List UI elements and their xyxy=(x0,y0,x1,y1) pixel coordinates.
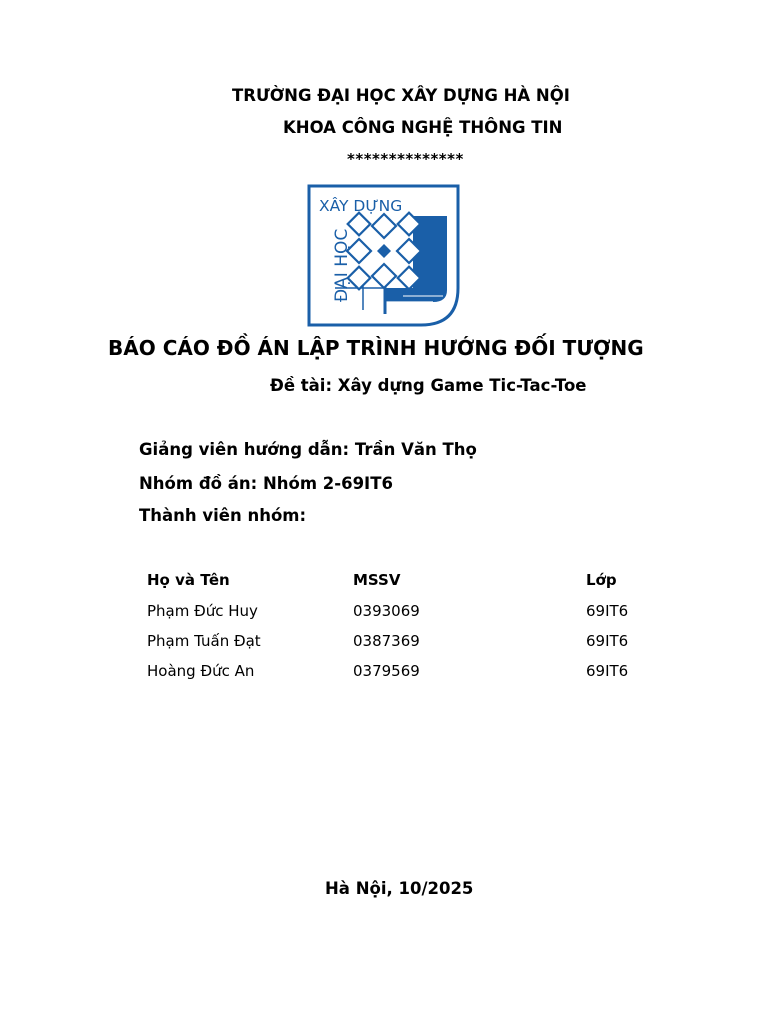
table-cell-class: 69IT6 xyxy=(586,602,629,620)
table-cell-name: Phạm Đức Huy xyxy=(147,602,258,620)
logo-top-text: XÂY DỰNG xyxy=(319,197,403,215)
table-cell-name: Phạm Tuấn Đạt xyxy=(147,632,261,650)
table-cell-id: 0393069 xyxy=(353,602,420,620)
report-topic: Đề tài: Xây dựng Game Tic-Tac-Toe xyxy=(270,376,587,395)
table-header-name: Họ và Tên xyxy=(147,571,230,589)
supervisor-line: Giảng viên hướng dẫn: Trần Văn Thọ xyxy=(139,440,477,459)
table-header-id: MSSV xyxy=(353,571,401,589)
report-title: BÁO CÁO ĐỒ ÁN LẬP TRÌNH HƯỚNG ĐỐI TƯỢNG xyxy=(108,336,644,360)
table-cell-id: 0387369 xyxy=(353,632,420,650)
table-cell-class: 69IT6 xyxy=(586,662,629,680)
school-name: TRƯỜNG ĐẠI HỌC XÂY DỰNG HÀ NỘI xyxy=(232,86,570,105)
table-header-class: Lớp xyxy=(586,571,617,589)
star-divider: ************** xyxy=(347,150,464,168)
members-label: Thành viên nhóm: xyxy=(139,506,307,525)
table-cell-name: Hoàng Đức An xyxy=(147,662,255,680)
table-cell-id: 0379569 xyxy=(353,662,420,680)
university-logo xyxy=(307,184,461,328)
faculty-name: KHOA CÔNG NGHỆ THÔNG TIN xyxy=(283,118,563,137)
logo-side-text: ĐẠI HỌC xyxy=(332,228,352,302)
place-date: Hà Nội, 10/2025 xyxy=(325,879,474,898)
table-cell-class: 69IT6 xyxy=(586,632,629,650)
group-line: Nhóm đồ án: Nhóm 2-69IT6 xyxy=(139,474,393,493)
